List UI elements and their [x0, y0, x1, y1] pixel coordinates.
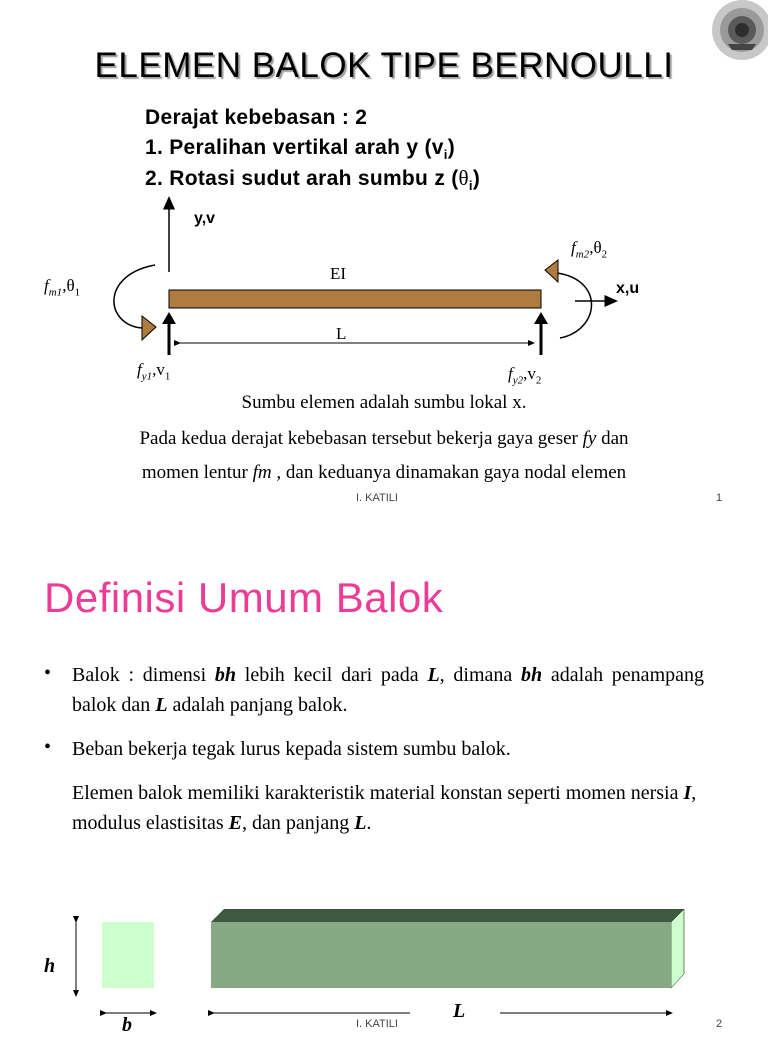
- dof-heading: Derajat kebebasan : 2: [145, 106, 368, 129]
- left-force-label: $f_{y1},v_1$: [137, 360, 171, 383]
- beam-bar: [169, 290, 541, 308]
- footer-author: I. KATILI: [356, 492, 398, 504]
- footer-author: I. KATILI: [356, 1018, 398, 1030]
- cross-section: [102, 922, 154, 988]
- beam-diagram: [0, 190, 768, 390]
- slide-title: Definisi Umum Balok: [44, 574, 444, 621]
- beam-top-face: [211, 909, 684, 922]
- slide-title: ELEMEN BALOK TIPE BERNOULLI: [94, 46, 674, 85]
- left-moment-arrowhead: [142, 316, 156, 340]
- right-moment-arrowhead: [545, 260, 558, 282]
- length-label: L: [336, 324, 347, 343]
- bullet-load: Beban bekerja tegak lurus kepada sistem sumbu balok.: [72, 738, 511, 760]
- bullet-definition: Balok : dimensi bh lebih kecil dari pada L, dimana bh adalah penampang balok dan L adalah panjang balok.: [72, 664, 704, 716]
- paragraph-line-2: momen lentur fm , dan keduanya dinamakan gaya nodal elemen: [141, 462, 627, 483]
- x-axis-label: x,u: [616, 280, 640, 297]
- paragraph-line-1: Pada kedua derajat kebebasan tersebut bekerja gaya geser fy dan: [139, 428, 629, 449]
- left-moment-arc: [114, 265, 155, 328]
- bullet-icon: •: [44, 662, 52, 684]
- dof-item-displacement: 1. Peralihan vertikal arah y $(v_i)$: [145, 136, 456, 163]
- caption-local-axis: Sumbu elemen adalah sumbu lokal x.: [241, 392, 527, 413]
- bullet-icon: •: [44, 736, 52, 758]
- dof-item-rotation: 2. Rotasi sudut arah sumbu z $(\theta_i)$: [145, 166, 481, 194]
- page-number: 1: [716, 492, 723, 504]
- beam-side-face: [671, 909, 684, 988]
- right-moment-arc: [557, 273, 592, 338]
- paragraph-properties: Elemen balok memiliki karakteristik material konstan seperti momen nersia I, modulus elastisitas E, dan panjang L.: [72, 782, 697, 834]
- width-label: b: [122, 1014, 132, 1036]
- page-number: 2: [716, 1018, 723, 1030]
- right-force-label: $f_{y2},v_2$: [508, 364, 542, 387]
- length-label: L: [453, 1000, 466, 1022]
- left-moment-label: $f_{m1},\theta_1$: [44, 276, 81, 299]
- y-axis-label: y,v: [194, 210, 216, 227]
- beam-front-face: [211, 922, 671, 988]
- beam-label-ei: EI: [330, 264, 347, 283]
- height-label: h: [44, 955, 56, 977]
- right-moment-label: $f_{m2},\theta_2$: [571, 238, 608, 261]
- beam-geometry-diagram: [0, 900, 768, 1036]
